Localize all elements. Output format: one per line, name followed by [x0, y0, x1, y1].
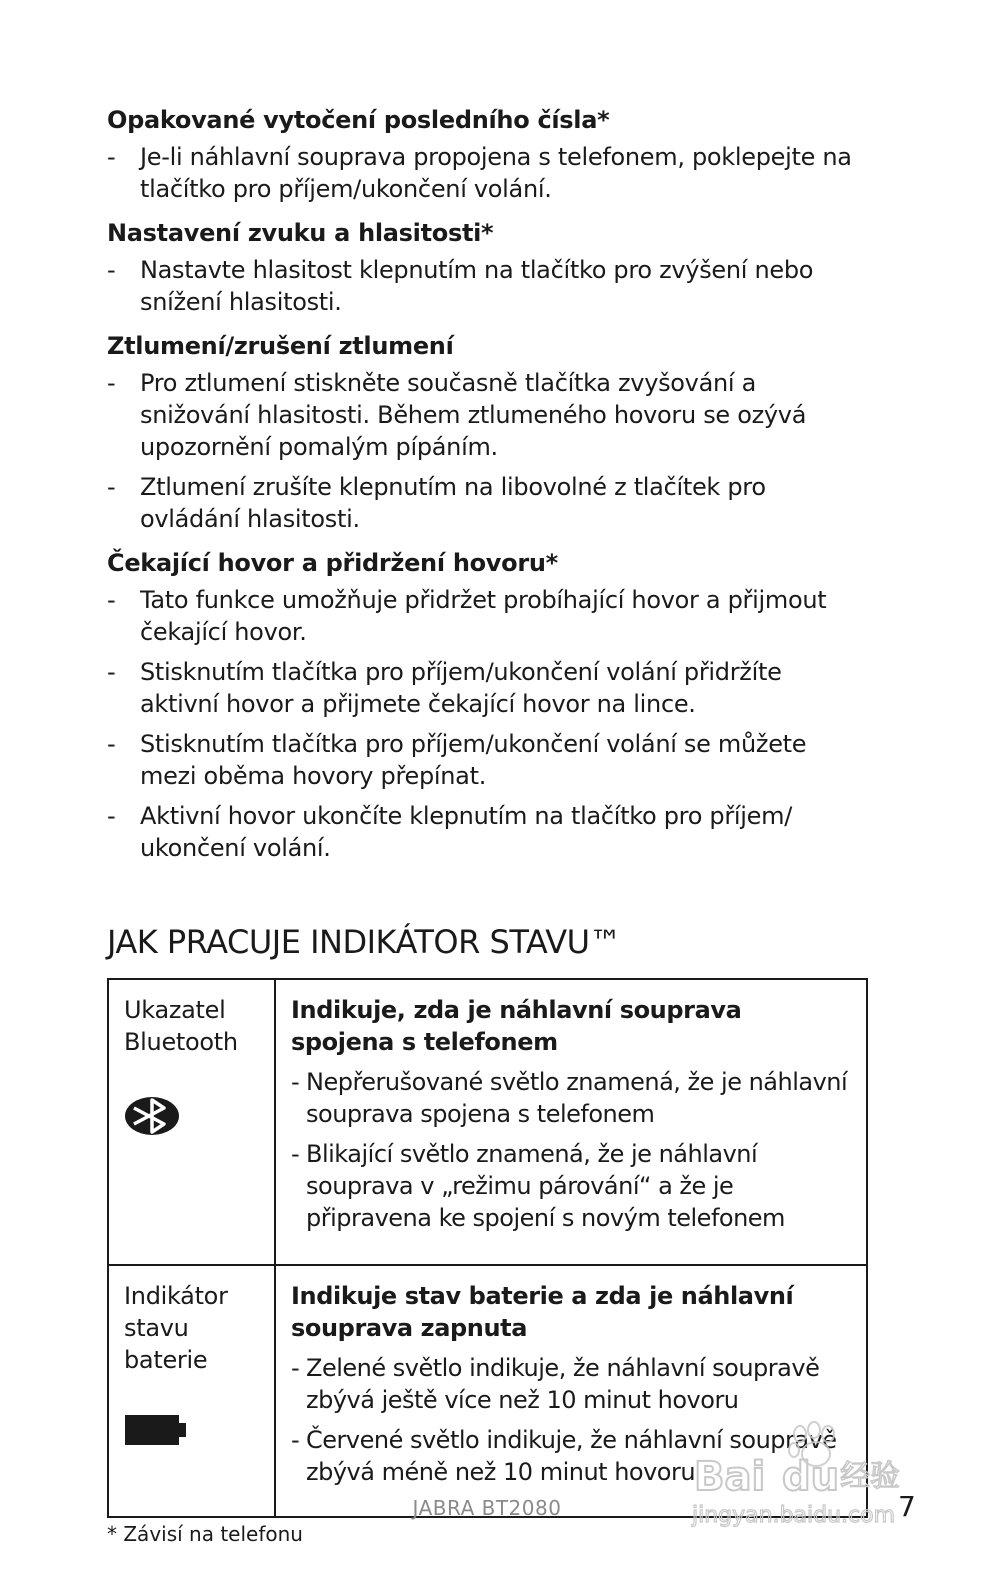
svg-text:Bai: Bai [694, 1454, 766, 1500]
bullet-item: - Stisknutím tlačítka pro příjem/ukončení volání se můžete mezi oběma hovory přepínat. [107, 730, 807, 790]
indicator-heading: Indikuje, zda je náhlavní souprava spojena s telefonem [291, 996, 742, 1056]
page-number: 7 [898, 1490, 916, 1523]
bluetooth-icon [124, 1096, 180, 1136]
battery-icon [124, 1414, 188, 1446]
section-heading: Opakované vytočení posledního čísla* [107, 106, 610, 134]
section-mute [107, 330, 867, 535]
section-heading: Ztlumení/zrušení ztlumení [107, 332, 454, 360]
bullet-item: - Tato funkce umožňuje přidržet probíhající hovor a přijmout čekající hovor. [107, 586, 827, 646]
section-redial [107, 104, 867, 205]
bullet-item: - Stisknutím tlačítka pro příjem/ukončení volání přidržíte aktivní hovor a přijmete čekající hovor na lince. [107, 658, 782, 718]
list-item: - Nepřerušované světlo znamená, že je náhlavní souprava spojena s telefonem [291, 1068, 848, 1128]
indicator-label-cell: Indikátor stavu baterie [108, 1265, 275, 1517]
baidu-watermark-logo [690, 1420, 920, 1530]
bullet-item: - Ztlumení zrušíte klepnutím na libovolné z tlačítek pro ovládání hlasitosti. [107, 473, 766, 533]
indicator-label-cell: Ukazatel Bluetooth [108, 979, 275, 1265]
section-heading: Čekající hovor a přidržení hovoru* [107, 549, 558, 577]
bullet-item: - Nastavte hlasitost klepnutím na tlačítko pro zvýšení nebo snížení hlasitosti. [107, 256, 814, 316]
status-section-title: JAK PRACUJE INDIKÁTOR STAVU™ [107, 923, 622, 961]
section-heading: Nastavení zvuku a hlasitosti* [107, 219, 494, 247]
footer-brand: JABRA BT2080 [412, 1496, 562, 1520]
bullet-item: - Je-li náhlavní souprava propojena s telefonem, poklepejte na tlačítko pro příjem/ukončení volání. [107, 143, 852, 203]
section-volume [107, 217, 867, 318]
bullet-item: - Pro ztlumení stiskněte současně tlačítka zvyšování a snižování hlasitosti. Během ztlumeného hovoru se ozývá upozornění pomalým pípáním. [107, 369, 807, 461]
bullet-item: - Aktivní hovor ukončíte klepnutím na tlačítko pro příjem/ ukončení volání. [107, 802, 792, 862]
list-item: - Červené světlo indikuje, že náhlavní soupravě zbývá méně než 10 minut hovoru [291, 1426, 837, 1486]
instructions-content [107, 104, 867, 872]
svg-text:jingyan.baidu.com: jingyan.baidu.com [692, 1503, 896, 1528]
indicator-heading: Indikuje stav baterie a zda je náhlavní souprava zapnuta [291, 1282, 794, 1342]
indicator-description-cell [275, 979, 867, 1265]
list-item: - Zelené světlo indikuje, že náhlavní soupravě zbývá ještě více než 10 minut hovoru [291, 1354, 820, 1414]
svg-text:经验: 经验 [840, 1459, 900, 1494]
table-row [108, 979, 867, 1265]
footnote: * Závisí na telefonu [107, 1522, 303, 1546]
list-item: - Blikající světlo znamená, že je náhlavní souprava v „režimu párování“ a že je připravena ke spojení s novým telefonem [291, 1140, 785, 1232]
svg-text:du: du [782, 1454, 840, 1500]
section-call-waiting [107, 547, 867, 864]
